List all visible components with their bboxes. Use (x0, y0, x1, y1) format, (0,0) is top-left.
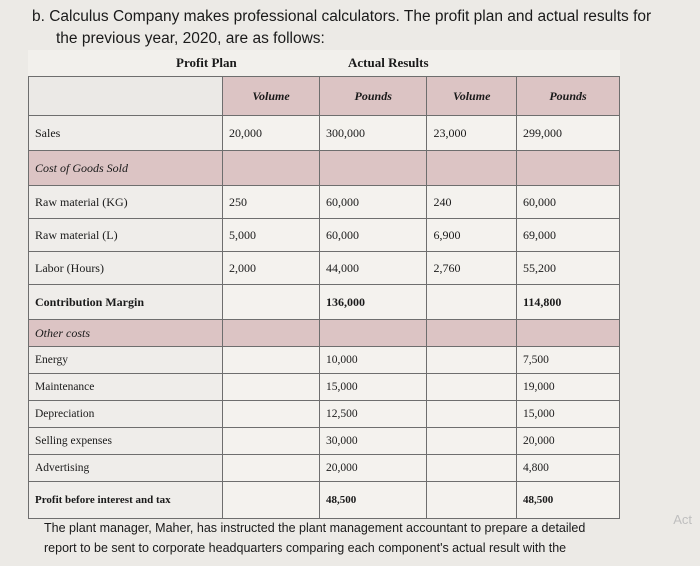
cell-plan-volume (223, 401, 320, 428)
row-label: Sales (29, 116, 223, 151)
band-cell (427, 151, 517, 186)
table-row-maintenance (29, 374, 620, 401)
row-label: Other costs (29, 320, 223, 347)
row-label: Selling expenses (29, 428, 223, 455)
heading-line-2: the previous year, 2020, are as follows: (56, 30, 325, 47)
band-cell (516, 151, 619, 186)
cell-plan-volume: 2,000 (223, 252, 320, 285)
column-header-row (29, 77, 620, 116)
table-row-depreciation (29, 401, 620, 428)
col-actual-pounds: Pounds (516, 77, 619, 116)
band-cell (320, 320, 427, 347)
row-label: Advertising (29, 455, 223, 482)
col-actual-volume: Volume (427, 77, 517, 116)
cell-actual-volume (427, 347, 517, 374)
cell-plan-pounds: 300,000 (320, 116, 427, 151)
cell-plan-volume (223, 482, 320, 519)
cell-actual-pounds: 114,800 (516, 285, 619, 320)
cell-plan-volume (223, 285, 320, 320)
cell-actual-pounds: 7,500 (516, 347, 619, 374)
cell-plan-pounds: 20,000 (320, 455, 427, 482)
band-cell (320, 151, 427, 186)
cell-actual-volume (427, 285, 517, 320)
cell-plan-pounds: 12,500 (320, 401, 427, 428)
row-label: Raw material (KG) (29, 186, 223, 219)
profit-table (28, 76, 620, 519)
cell-actual-pounds: 60,000 (516, 186, 619, 219)
cell-actual-volume (427, 401, 517, 428)
cell-actual-volume (427, 374, 517, 401)
cell-actual-pounds: 4,800 (516, 455, 619, 482)
cell-plan-pounds: 60,000 (320, 186, 427, 219)
cell-plan-pounds: 30,000 (320, 428, 427, 455)
table-row-labor (29, 252, 620, 285)
cell-actual-pounds: 15,000 (516, 401, 619, 428)
table-row-cogs (29, 151, 620, 186)
profit-plan-label: Profit Plan (176, 55, 237, 70)
footer-text (44, 518, 604, 558)
cell-plan-volume: 5,000 (223, 219, 320, 252)
row-label: Maintenance (29, 374, 223, 401)
column-group-header (28, 50, 620, 76)
band-cell (223, 320, 320, 347)
table-row-sales (29, 116, 620, 151)
cell-actual-volume: 23,000 (427, 116, 517, 151)
cell-plan-volume (223, 428, 320, 455)
cell-actual-pounds: 20,000 (516, 428, 619, 455)
question-heading (32, 6, 672, 50)
cell-actual-pounds: 55,200 (516, 252, 619, 285)
table-row-raw-l (29, 219, 620, 252)
row-label: Contribution Margin (29, 285, 223, 320)
table-row-contribution-margin (29, 285, 620, 320)
table-row-other-costs (29, 320, 620, 347)
cell-actual-pounds: 19,000 (516, 374, 619, 401)
cell-plan-pounds: 44,000 (320, 252, 427, 285)
row-label: Cost of Goods Sold (29, 151, 223, 186)
band-cell (427, 320, 517, 347)
table-row-raw-kg (29, 186, 620, 219)
row-label: Raw material (L) (29, 219, 223, 252)
table-row-energy (29, 347, 620, 374)
cell-plan-volume (223, 455, 320, 482)
cell-actual-volume (427, 482, 517, 519)
cell-actual-volume: 240 (427, 186, 517, 219)
col-plan-volume: Volume (223, 77, 320, 116)
table-row-profit-before-interest (29, 482, 620, 519)
row-label: Depreciation (29, 401, 223, 428)
cell-plan-volume: 250 (223, 186, 320, 219)
table-row-selling-expenses (29, 428, 620, 455)
cell-actual-pounds: 299,000 (516, 116, 619, 151)
cell-plan-pounds: 60,000 (320, 219, 427, 252)
cell-actual-volume: 6,900 (427, 219, 517, 252)
header-blank-cell (29, 77, 223, 116)
row-label: Energy (29, 347, 223, 374)
band-cell (516, 320, 619, 347)
cell-actual-volume: 2,760 (427, 252, 517, 285)
cell-actual-volume (427, 455, 517, 482)
table-row-advertising (29, 455, 620, 482)
footer-line-2: report to be sent to corporate headquarters comparing each component's actual result with the (44, 541, 567, 555)
footer-line-1: The plant manager, Maher, has instructed the plant management accountant to prepare a detailed (44, 521, 586, 535)
cell-actual-volume (427, 428, 517, 455)
cell-plan-volume (223, 347, 320, 374)
cell-plan-volume (223, 374, 320, 401)
cell-plan-volume: 20,000 (223, 116, 320, 151)
band-cell (223, 151, 320, 186)
cell-plan-pounds: 10,000 (320, 347, 427, 374)
cell-actual-pounds: 69,000 (516, 219, 619, 252)
actual-results-label: Actual Results (348, 55, 429, 70)
row-label: Labor (Hours) (29, 252, 223, 285)
activation-watermark: Act (673, 512, 692, 527)
cell-plan-pounds: 136,000 (320, 285, 427, 320)
col-plan-pounds: Pounds (320, 77, 427, 116)
cell-actual-pounds: 48,500 (516, 482, 619, 519)
cell-plan-pounds: 48,500 (320, 482, 427, 519)
cell-plan-pounds: 15,000 (320, 374, 427, 401)
row-label: Profit before interest and tax (29, 482, 223, 519)
heading-line-1: b. Calculus Company makes professional calculators. The profit plan and actual results for (32, 8, 652, 25)
